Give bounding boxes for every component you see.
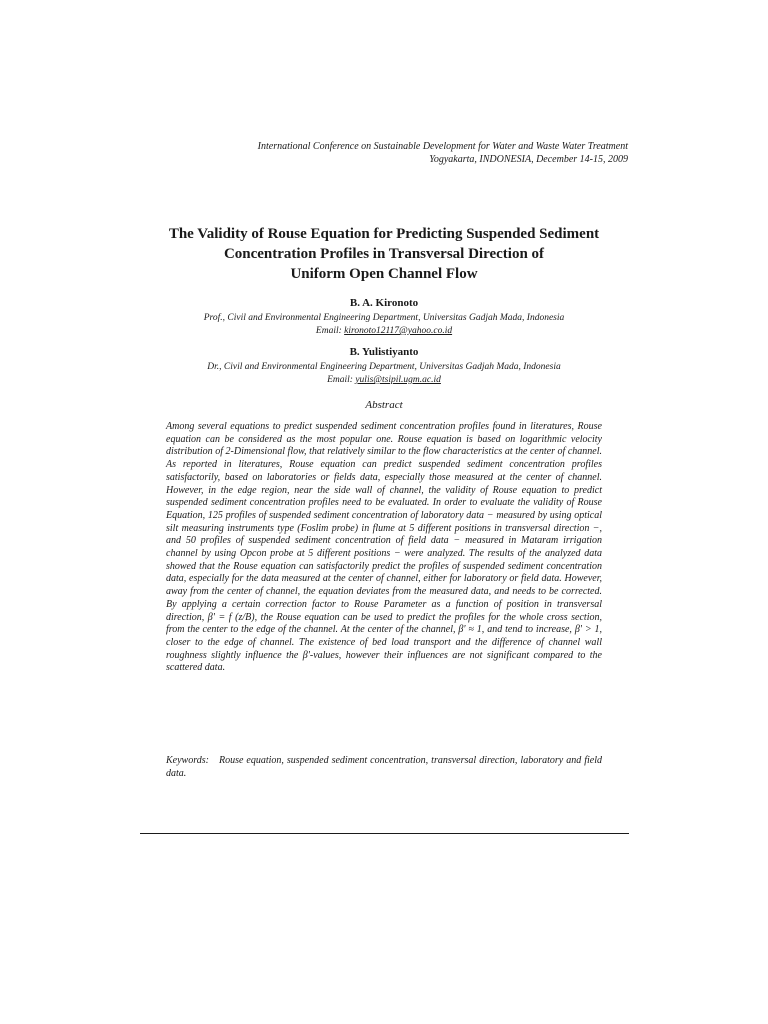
- author-name: B. A. Kironoto: [349, 297, 419, 309]
- abstract-text: Among several equations to predict suspended sediment concentration profiles found in literatures, Rouse equation can be considered as the most popular one. Rouse equation is based on logarithmic velocity distribution of 2-Dimensional flow, that relatively similar to the flow characteristics at the center of channel. As reported in literatures, Rouse equation can predict suspended sediment concentration profiles satisfactorily, based on laboratories or fields data, especially those measured at the center of channel. However, in the edge region, near the side wall of channel, the validity of Rouse equation to predict suspended sediment concentration profiles need to be evaluated. In order to evaluate the validity of Rouse Equation, 125 profiles of suspended sediment concentration of laboratory data − measured by using optical silt measuring instruments type (Foslim probe) in flume at 5 different positions in transversal direction −, and 50 profiles of suspended sediment concentration of field data − measured in Mataram irrigation channel by using Opcon probe at 5 different positions − were analyzed. The results of the analyzed data showed that the Rouse equation can satisfactorily predict the profiles of suspended sediment concentration data, especially for the data measured at the center of channel, either for laboratory or field data. However, away from the center of channel, the equation deviates from the measured data, and needs to be corrected. By applying a certain correction factor to Rouse Parameter as a function of position in transversal direction, β' = f (z/B), the Rouse equation can be used to predict the profiles for the whole cross section, from the center to the edge of the channel. At the center of the channel, β' ≈ 1, and tend to increase, β' > 1, closer to the edge of channel. The existence of bed load transport and the difference of channel wall roughness slightly influence the β'-values, however their influences are not significant compared to the scattered data.: [166, 421, 602, 674]
- author-affiliation: Dr., Civil and Environmental Engineering Department, Universitas Gadjah Mada, Indonesia: [207, 362, 561, 372]
- author-email-line: [140, 374, 628, 387]
- title-line-3: Uniform Open Channel Flow: [290, 266, 478, 282]
- keywords-text: Rouse equation, suspended sediment concentration, transversal direction, laboratory and field data.: [166, 755, 602, 779]
- email-label: Email:: [327, 375, 353, 385]
- author-name: B. Yulistiyanto: [349, 346, 419, 358]
- conference-header: [140, 140, 628, 166]
- keywords: [166, 755, 602, 780]
- author-block-1: [140, 296, 628, 338]
- author-block-2: [140, 345, 628, 387]
- abstract-heading: Abstract: [365, 399, 403, 411]
- conference-name: International Conference on Sustainable Development for Water and Waste Water Treatment: [257, 141, 628, 152]
- footnote-separator: [140, 833, 629, 834]
- title-line-1: The Validity of Rouse Equation for Predicting Suspended Sediment: [168, 226, 600, 242]
- conference-location-date: Yogyakarta, INDONESIA, December 14-15, 2009: [429, 154, 628, 165]
- author-email-link[interactable]: yulis@tsipil.ugm.ac.id: [355, 375, 441, 385]
- paper-title: [120, 224, 648, 284]
- author-affiliation: Prof., Civil and Environmental Engineering Department, Universitas Gadjah Mada, Indonesia: [203, 313, 565, 323]
- title-line-2: Concentration Profiles in Transversal Direction of: [223, 246, 545, 262]
- author-email-link[interactable]: kironoto12117@yahoo.co.id: [344, 326, 453, 336]
- author-email-line: [140, 325, 628, 338]
- email-label: Email:: [315, 326, 342, 336]
- keywords-label: Keywords:: [166, 755, 209, 766]
